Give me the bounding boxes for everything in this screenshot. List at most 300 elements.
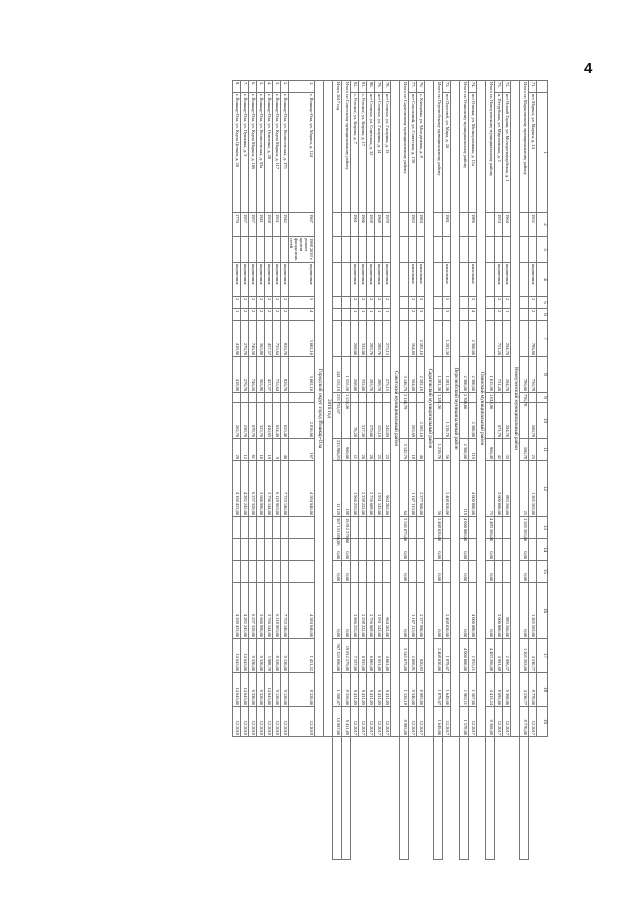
table-cell: 9 368,00 xyxy=(503,673,511,707)
table-cell: 0,00 xyxy=(333,539,342,561)
table-cell xyxy=(333,737,342,860)
table-cell: 12.2017 xyxy=(359,707,367,737)
table-cell: г. Йошкар-Ола, ул. Вознесенская, д. 93а xyxy=(257,93,265,213)
table-cell: 2 377 960,00 xyxy=(417,461,425,517)
table-cell xyxy=(351,237,359,263)
table-cell: 2 xyxy=(495,309,503,321)
section-title: Саратовский муниципальный район xyxy=(425,81,434,737)
table-cell: 288,70 xyxy=(375,357,383,393)
table-cell: г. Йошкар-Ола, ул. Карла Маркса, д. 106 xyxy=(249,93,257,213)
table-cell xyxy=(460,297,469,309)
table-cell: 262,70 xyxy=(233,403,241,439)
table-cell xyxy=(520,321,529,357)
header-cell: 4 xyxy=(537,263,548,297)
table-cell: 1984 xyxy=(417,213,425,237)
table-cell xyxy=(409,393,417,403)
table-cell: 325,70 xyxy=(257,403,265,439)
table-cell xyxy=(383,393,391,403)
table-cell: 3 xyxy=(443,309,451,321)
table-cell: 19 xyxy=(265,439,273,461)
table-cell: 9 411,09 xyxy=(375,673,383,707)
table-cell: 0,00 xyxy=(333,583,342,639)
table-row xyxy=(359,81,367,860)
table-cell: 1 931 143,00 xyxy=(375,583,383,639)
table-cell: 10 xyxy=(257,439,265,461)
total-row xyxy=(333,81,342,860)
table-cell: 4 991,68 xyxy=(495,639,503,673)
table-cell: 1958 xyxy=(367,213,375,237)
table-cell: 3 xyxy=(417,309,425,321)
table-cell: 3 146,79 xyxy=(400,357,409,393)
table-cell: 826,70 xyxy=(281,321,289,357)
table-cell: 964 202,00 xyxy=(383,461,391,517)
table-cell xyxy=(367,561,375,583)
table-cell: 8 985,00 xyxy=(400,707,409,737)
table-cell xyxy=(351,561,359,583)
table-cell: 960,00 xyxy=(342,439,351,461)
table-cell: 9 540,00 xyxy=(409,673,417,707)
table-cell: 560,78 xyxy=(520,439,529,461)
table-cell xyxy=(400,263,409,297)
table-cell xyxy=(486,309,495,321)
table-cell: 6 237 329,00 xyxy=(249,583,257,639)
table-cell xyxy=(529,517,537,539)
table-cell: 1968 xyxy=(375,213,383,237)
table-cell: 2 408 020,00 xyxy=(443,461,451,517)
table-cell: 1 xyxy=(367,309,375,321)
table-row xyxy=(503,81,511,860)
table-cell: 1 879,67 xyxy=(443,639,451,673)
table-cell: 564,69 xyxy=(409,321,417,357)
table-cell xyxy=(375,237,383,263)
total-row xyxy=(342,81,351,860)
table-cell xyxy=(342,263,351,297)
table-cell: 4 xyxy=(469,309,477,321)
table-cell: 1 219,70 xyxy=(434,439,443,461)
table-cell: 2 582,10 xyxy=(417,357,425,393)
table-cell xyxy=(281,393,289,403)
total-label: Итого по Советскому муниципальному району xyxy=(342,81,351,213)
table-cell: 12 xyxy=(241,439,249,461)
table-cell xyxy=(351,517,359,539)
table-cell: 6 118 963,00 xyxy=(273,461,281,517)
table-cell: 671,79 xyxy=(495,403,503,439)
table-cell xyxy=(460,309,469,321)
table-cell: 786,60 xyxy=(520,357,529,393)
table-cell: кирпичные xyxy=(375,263,383,297)
table-cell xyxy=(289,517,315,539)
table-cell: 2 xyxy=(409,309,417,321)
table-cell xyxy=(503,539,511,561)
table-cell: 12.2017 xyxy=(469,707,477,737)
table-cell: 883 266,00 xyxy=(503,461,511,517)
table-cell: 1 281,30 xyxy=(434,393,443,403)
table-cell: пгт Степное, ул. Советская, д. 32 xyxy=(367,93,375,213)
table-cell: 5 xyxy=(289,297,315,309)
table-cell xyxy=(383,237,391,263)
table-cell xyxy=(289,561,315,583)
table-cell xyxy=(351,539,359,561)
table-cell: 7. xyxy=(241,81,249,93)
total-row xyxy=(434,81,443,860)
table-cell: 3 660 996,00 xyxy=(257,583,265,639)
table-cell: 12.2017 xyxy=(409,707,417,737)
table-cell: 9 120,00 xyxy=(281,639,289,673)
table-cell: 276,70 xyxy=(241,357,249,393)
table-cell: 5 xyxy=(469,297,477,309)
table-cell xyxy=(486,737,495,860)
table-cell xyxy=(265,393,273,403)
table-cell: 735,64 xyxy=(273,321,281,357)
table-cell: 12.2018 xyxy=(281,707,289,737)
table-cell: 2 xyxy=(233,297,241,309)
table-cell xyxy=(342,321,351,357)
table-cell xyxy=(434,321,443,357)
table-cell: 12.2017 xyxy=(495,707,503,737)
table-cell: 0,00 xyxy=(460,539,469,561)
table-cell: 2 996,57 xyxy=(503,639,511,673)
table-cell: 1 555,50 xyxy=(342,357,351,393)
table-row xyxy=(257,81,265,860)
table-cell: 332,00 xyxy=(359,357,367,393)
table-cell xyxy=(257,561,265,583)
table-cell: г. Йошкар-Ола, ул. Маркса, д. 124 xyxy=(289,93,315,213)
table-cell: 564,69 xyxy=(409,357,417,393)
header-cell: 17 xyxy=(537,639,548,673)
table-cell: 410,93 xyxy=(265,403,273,439)
table-row xyxy=(383,81,391,860)
table-cell: 0,00 xyxy=(342,583,351,639)
table-cell xyxy=(495,237,503,263)
table-cell: 12.2017 xyxy=(529,707,537,737)
table-cell: 3 600 000,00 xyxy=(495,461,503,517)
table-cell: 2 xyxy=(375,297,383,309)
table-cell xyxy=(233,539,241,561)
table-cell xyxy=(486,237,495,263)
table-cell: 2 xyxy=(281,309,289,321)
table-cell: 5 xyxy=(417,297,425,309)
table-cell xyxy=(417,517,425,539)
table-cell xyxy=(359,561,367,583)
table-cell xyxy=(233,237,241,263)
table-row xyxy=(417,81,425,860)
table-cell: 3 145,79 xyxy=(400,439,409,461)
table-cell: 9 369,00 xyxy=(486,707,495,737)
table-cell: 1 167 115,00 xyxy=(409,461,417,517)
table-cell: 2 xyxy=(351,297,359,309)
table-cell: 2 xyxy=(249,309,257,321)
table-cell: 242,09 xyxy=(383,403,391,439)
table-cell: 188 xyxy=(342,461,351,517)
table-cell: 2 300,00 xyxy=(469,357,477,393)
header-cell: 1 xyxy=(537,93,548,213)
table-cell: 4 584 940,00 xyxy=(289,461,315,517)
table-cell: 3 545 075,00 xyxy=(400,517,409,539)
table-cell: 2 xyxy=(409,297,417,309)
table-cell: 883 266,00 xyxy=(503,583,511,639)
table-cell: 1951 xyxy=(273,213,281,237)
table-cell: 56 xyxy=(443,439,451,461)
table-cell: 746,50 xyxy=(249,321,257,357)
table-cell xyxy=(409,561,417,583)
table-cell: 1 015,90 xyxy=(486,357,495,393)
table-cell: 29 xyxy=(233,439,241,461)
table-row xyxy=(529,81,537,860)
table-cell: 2 xyxy=(529,309,537,321)
table-cell xyxy=(520,737,529,860)
table-cell: 119 xyxy=(469,439,477,461)
table-row xyxy=(469,81,477,860)
table-cell: 4. xyxy=(265,81,273,93)
table-cell: 5. xyxy=(257,81,265,93)
table-cell xyxy=(383,517,391,539)
table-cell xyxy=(400,297,409,309)
table-cell: пгт Озинки, ул. Мелиоративная, д. 11а xyxy=(469,93,477,213)
table-cell: 1957 xyxy=(241,213,249,237)
table-cell xyxy=(359,517,367,539)
table-row xyxy=(289,81,315,860)
table-cell xyxy=(409,539,417,561)
table-cell: 1 578,00 xyxy=(460,707,469,737)
table-cell: 72. xyxy=(503,81,511,93)
header-cell: 12 xyxy=(537,461,548,517)
table-cell: 273,15 xyxy=(383,357,391,393)
table-cell: пгт Маркса, ул. Маркса, д. 14 xyxy=(529,93,537,213)
table-cell xyxy=(486,321,495,357)
table-cell xyxy=(233,561,241,583)
table-cell: 12.2018 xyxy=(233,707,241,737)
table-cell xyxy=(359,393,367,403)
table-cell xyxy=(249,237,257,263)
table-cell xyxy=(359,539,367,561)
table-cell xyxy=(469,517,477,539)
table-cell: 273,15 xyxy=(383,321,391,357)
header-cell: 2 xyxy=(537,213,548,237)
table-row xyxy=(375,81,383,860)
table-cell: кирпичные xyxy=(529,263,537,297)
table-cell xyxy=(265,561,273,583)
table-cell: 367 153 096,00 xyxy=(333,517,342,539)
table-cell: 2 xyxy=(257,309,265,321)
header-cell: 19 xyxy=(537,707,548,737)
table-cell: 76. xyxy=(417,81,425,93)
table-cell: кирпичные xyxy=(281,263,289,297)
table-cell: панельные xyxy=(443,263,451,297)
table-cell: 14 997,00 xyxy=(333,707,342,737)
table-cell xyxy=(409,517,417,539)
table-cell: 3 750 144,00 xyxy=(265,583,273,639)
table-cell: 1964 xyxy=(503,213,511,237)
table-cell: п. Петрубская, ул. Мирзоевская, д. 1 xyxy=(495,93,503,213)
table-cell: 6 935,00 xyxy=(359,639,367,673)
table-cell: 14 645,00 xyxy=(265,673,273,707)
table-cell: 2 300,00 xyxy=(460,393,469,403)
table-cell: 5 xyxy=(443,297,451,309)
table-cell: 5 988,78 xyxy=(265,639,273,673)
table-cell xyxy=(469,237,477,263)
table-cell: 0,00 xyxy=(342,539,351,561)
table-cell: с. Розовое, ул. Кирова, д. 17 xyxy=(359,93,367,213)
table-cell xyxy=(342,237,351,263)
table-cell: 1 xyxy=(351,309,359,321)
total-row xyxy=(520,81,529,860)
table-cell xyxy=(400,213,409,237)
table-cell: 0,00 xyxy=(342,561,351,583)
table-cell: 2 816,60 xyxy=(289,403,315,439)
table-cell: 1952 xyxy=(529,213,537,237)
table-cell xyxy=(241,237,249,263)
table-cell xyxy=(249,393,257,403)
table-row xyxy=(351,81,359,860)
table-cell: 2 xyxy=(273,297,281,309)
table-cell xyxy=(241,561,249,583)
table-cell: 1 507,00 xyxy=(469,673,477,707)
table-cell: 1 168,67 xyxy=(333,673,342,707)
table-cell xyxy=(359,237,367,263)
table-cell xyxy=(503,561,511,583)
total-label: Итого по Саратовскому муниципальному району xyxy=(400,81,409,213)
table-cell: 0,00 xyxy=(333,561,342,583)
table-cell xyxy=(273,237,281,263)
table-cell xyxy=(333,263,342,297)
table-cell: 46 xyxy=(417,439,425,461)
table-cell: г. Йошкар-Ола, ул. Карла Цеткин, д. 20 xyxy=(233,93,241,213)
table-cell xyxy=(520,403,529,439)
table-cell xyxy=(434,263,443,297)
table-cell: кирпичные xyxy=(241,263,249,297)
table-cell: с. Розовое, ул. Кирова, д. 7 xyxy=(351,93,359,213)
table-cell xyxy=(265,539,273,561)
table-cell: 9 120,00 xyxy=(281,673,289,707)
table-cell: 2 238 222,00 xyxy=(359,583,367,639)
table-cell xyxy=(529,561,537,583)
table-cell xyxy=(469,393,477,403)
table-cell: 1967 xyxy=(289,213,315,237)
table-cell: 4 483 266,00 xyxy=(486,517,495,539)
table-cell xyxy=(342,213,351,237)
page-number: 4 xyxy=(584,60,593,77)
table-cell: 12.2017 xyxy=(375,707,383,737)
table-cell xyxy=(249,561,257,583)
table-cell xyxy=(443,237,451,263)
section-title: Новоузенский муниципальный район xyxy=(511,81,520,737)
table-cell: 721,20 xyxy=(495,357,503,393)
table-cell xyxy=(434,737,443,860)
table-cell: 294,70 xyxy=(503,321,511,357)
table-cell: 2 377 960,00 xyxy=(417,583,425,639)
table-cell: 4 000 000,00 xyxy=(469,461,477,517)
table-cell: 1 966 255,00 xyxy=(351,461,359,517)
table-cell: 0,00 xyxy=(434,539,443,561)
table-cell: 14 645,00 xyxy=(241,673,249,707)
header-row xyxy=(537,81,548,860)
table-cell: 12.2017 xyxy=(503,707,511,737)
table-cell xyxy=(443,561,451,583)
table-cell: 2 xyxy=(265,297,273,309)
header-cell: 6 xyxy=(537,309,548,321)
table-cell: 79. xyxy=(375,81,383,93)
table-cell: 2 xyxy=(273,309,281,321)
section-row xyxy=(511,81,520,860)
table-cell: 12.2018 xyxy=(265,707,273,737)
total-label: Итого по Новоузенскому муниципальному району xyxy=(486,81,495,213)
table-cell xyxy=(375,517,383,539)
table-cell xyxy=(265,517,273,539)
table-cell: 12.2017 xyxy=(383,707,391,737)
header-cell: 18 xyxy=(537,673,548,707)
table-cell xyxy=(257,539,265,561)
table-cell: 33 xyxy=(503,439,511,461)
table-cell: 1 555,50 xyxy=(342,393,351,403)
table-cell xyxy=(443,393,451,403)
total-row xyxy=(400,81,409,860)
table-cell xyxy=(233,393,241,403)
table-cell: пгт Степное, ул. Гагарина, д. 13 xyxy=(383,93,391,213)
table-cell: 1986 xyxy=(469,213,477,237)
rotated-table-wrapper xyxy=(100,80,548,860)
table-cell xyxy=(529,237,537,263)
table-cell xyxy=(383,561,391,583)
table-cell: 1942 xyxy=(281,213,289,237)
table-cell: 293,70 xyxy=(367,321,375,357)
table-cell: 6 005,00 xyxy=(367,639,375,673)
table-cell: 0,00 xyxy=(486,561,495,583)
table-cell: 1974 xyxy=(495,213,503,237)
table-cell xyxy=(289,539,315,561)
table-cell xyxy=(249,517,257,539)
table-cell: 14 645,00 xyxy=(233,639,241,673)
table-cell xyxy=(400,737,409,860)
table-cell: 746,50 xyxy=(249,357,257,393)
table-cell: 8 695,00 xyxy=(495,673,503,707)
table-cell: 1 167 115,00 xyxy=(409,583,417,639)
table-cell xyxy=(495,517,503,539)
table-cell: 1. xyxy=(289,81,315,93)
table-cell: 4 282 245,00 xyxy=(241,583,249,639)
table-cell: 9 320,00 xyxy=(257,673,265,707)
section-title: Советский муниципальный район xyxy=(391,81,400,737)
total-row xyxy=(486,81,495,860)
table-cell: панельные xyxy=(417,263,425,297)
table-cell xyxy=(342,297,351,309)
table-cell: 4 000 000,00 xyxy=(460,639,469,673)
table-cell: 19 812 279,00 xyxy=(342,639,351,673)
table-cell: 1961 xyxy=(351,213,359,237)
table-cell: 2 756 608,00 xyxy=(367,583,375,639)
table-cell xyxy=(333,297,342,309)
table-cell: 18 xyxy=(409,439,417,461)
table-cell: кирпичные xyxy=(257,263,265,297)
table-cell: 1957 xyxy=(249,213,257,237)
table-cell: 2 066,81 xyxy=(409,639,417,673)
total-label: Итого по Марксовскому муниципальному району xyxy=(520,81,529,213)
table-cell: 119 xyxy=(460,461,469,517)
table-cell: 9 411,09 xyxy=(351,673,359,707)
table-cell: 4 413,24 xyxy=(486,673,495,707)
total-label: Итого 2017 год xyxy=(333,81,342,213)
table-cell: кирпичные xyxy=(265,263,273,297)
table-cell: кирпичные xyxy=(351,263,359,297)
table-cell: 6 237 329,00 xyxy=(249,461,257,517)
table-cell: 1 421,52 xyxy=(289,639,315,673)
section-row xyxy=(425,81,434,860)
table-cell: 1 879,67 xyxy=(434,673,443,707)
table-cell: 12.2018 xyxy=(289,707,315,737)
table-cell: 736,78 xyxy=(529,357,537,393)
table-cell: 12.2018 xyxy=(257,707,265,737)
table-cell: 1978 xyxy=(383,213,391,237)
table-cell xyxy=(520,237,529,263)
